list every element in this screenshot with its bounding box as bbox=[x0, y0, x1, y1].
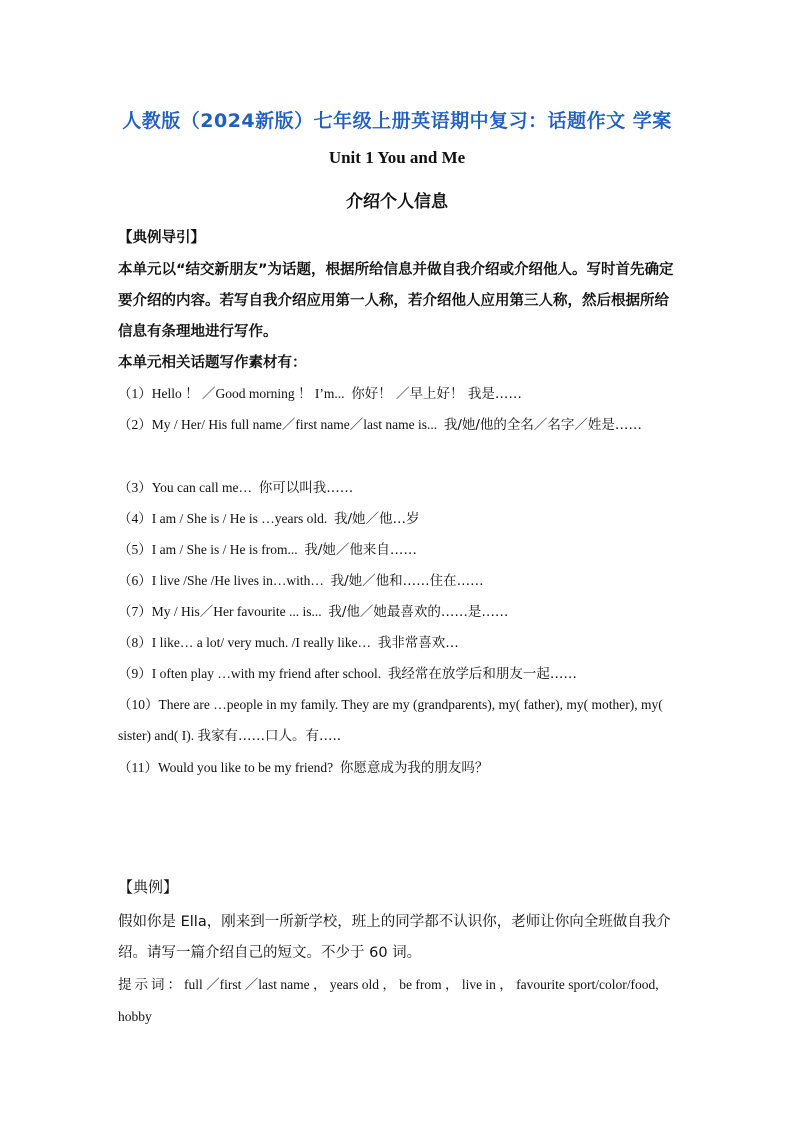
phrase-number: （10） bbox=[118, 697, 159, 712]
phrase-number: （9） bbox=[118, 666, 152, 681]
phrase-number: （11） bbox=[118, 760, 158, 775]
phrase-chinese: 我/她／他…岁 bbox=[333, 511, 420, 527]
example-task-text: 假如你是 Ella，刚来到一所新学校，班上的同学都不认识你，老师让你向全班做自我介绍。请写一篇介绍自己的短文。不少于 60 词。 bbox=[118, 914, 671, 961]
phrase-item bbox=[118, 689, 678, 752]
phrase-chinese: 我家有……口人。有….. bbox=[197, 728, 342, 744]
phrase-english: Would you like to be my friend? bbox=[158, 760, 334, 775]
phrase-item bbox=[118, 378, 678, 410]
hint-words bbox=[118, 969, 678, 1032]
guide-section-label: 【典例导引】 bbox=[118, 230, 205, 246]
hint-label: 提示词： bbox=[118, 977, 184, 993]
phrase-chinese: 我/他／她最喜欢的……是…… bbox=[328, 604, 509, 620]
phrase-item bbox=[118, 409, 678, 441]
guide-intro bbox=[118, 255, 678, 379]
phrase-number: （6） bbox=[118, 573, 152, 588]
phrase-chinese: 我经常在放学后和朋友一起…… bbox=[387, 666, 577, 682]
phrase-chinese: 你好！ ／早上好！ 我是…… bbox=[351, 386, 522, 402]
phrase-english: There are …people in my family. They are my (grandparents), my( father), my( mother), my( sister) and( I). bbox=[118, 697, 663, 743]
phrase-number: （4） bbox=[118, 511, 152, 526]
phrase-chinese: 我/她／他和……住在…… bbox=[330, 573, 484, 589]
phrase-english: I am / She is / He is from... bbox=[151, 542, 298, 557]
phrase-item bbox=[118, 503, 678, 535]
topic-heading: 介绍个人信息 bbox=[346, 192, 448, 212]
phrase-item bbox=[118, 472, 678, 504]
unit-heading: Unit 1 You and Me bbox=[328, 148, 466, 167]
phrase-chinese: 我非常喜欢… bbox=[377, 635, 459, 651]
phrase-english: I am / She is / He is …years old. bbox=[151, 511, 328, 526]
phrase-item bbox=[118, 565, 678, 597]
example-section-label: 【典例】 bbox=[118, 878, 179, 896]
phrase-chinese: 你可以叫我…… bbox=[258, 480, 354, 496]
phrase-number: （3） bbox=[118, 480, 152, 495]
phrase-number: （2） bbox=[118, 417, 152, 432]
phrase-number: （7） bbox=[118, 604, 152, 619]
phrase-english: I live /She /He lives in…with… bbox=[151, 573, 324, 588]
phrase-english: My / His／Her favourite ... is... bbox=[151, 604, 322, 619]
phrase-chinese: 你愿意成为我的朋友吗？ bbox=[339, 760, 489, 776]
phrase-english: Hello ！ ／Good morning ！ I’m... bbox=[151, 386, 345, 401]
document-title: 人教版（2024新版）七年级上册英语期中复习：话题作文 学案 bbox=[122, 110, 672, 132]
phrase-number: （1） bbox=[118, 386, 152, 401]
phrase-english: My / Her/ His full name／first name／last name is... bbox=[151, 417, 438, 432]
phrase-english: I like… a lot/ very much. /I really like… bbox=[151, 635, 372, 650]
phrase-number: （5） bbox=[118, 542, 152, 557]
phrase-item bbox=[118, 596, 678, 628]
phrase-chinese: 我/她／他来自…… bbox=[304, 542, 417, 558]
phrase-item bbox=[118, 534, 678, 566]
phrase-number: （8） bbox=[118, 635, 152, 650]
phrase-item bbox=[118, 752, 678, 784]
hint-word-list: full ／first ／last name ， years old ， be from ， live in ， favourite sport/color/food, hobby bbox=[118, 977, 659, 1024]
phrase-item bbox=[118, 658, 678, 690]
example-task bbox=[118, 907, 678, 969]
phrase-item bbox=[118, 627, 678, 659]
phrase-english: You can call me… bbox=[151, 480, 252, 495]
guide-intro-text: 本单元以“结交新朋友”为话题，根据所给信息并做自我介绍或介绍他人。写时首先确定要介绍的内容。若写自我介绍应用第一人称，若介绍他人应用第三人称，然后根据所给信息有条理地进行写作。 bbox=[118, 262, 674, 340]
phrase-english: I often play …with my friend after school. bbox=[151, 666, 382, 681]
phrase-chinese: 我/她/他的全名／名字／姓是…… bbox=[443, 417, 642, 433]
materials-heading: 本单元相关话题写作素材有： bbox=[118, 355, 307, 371]
